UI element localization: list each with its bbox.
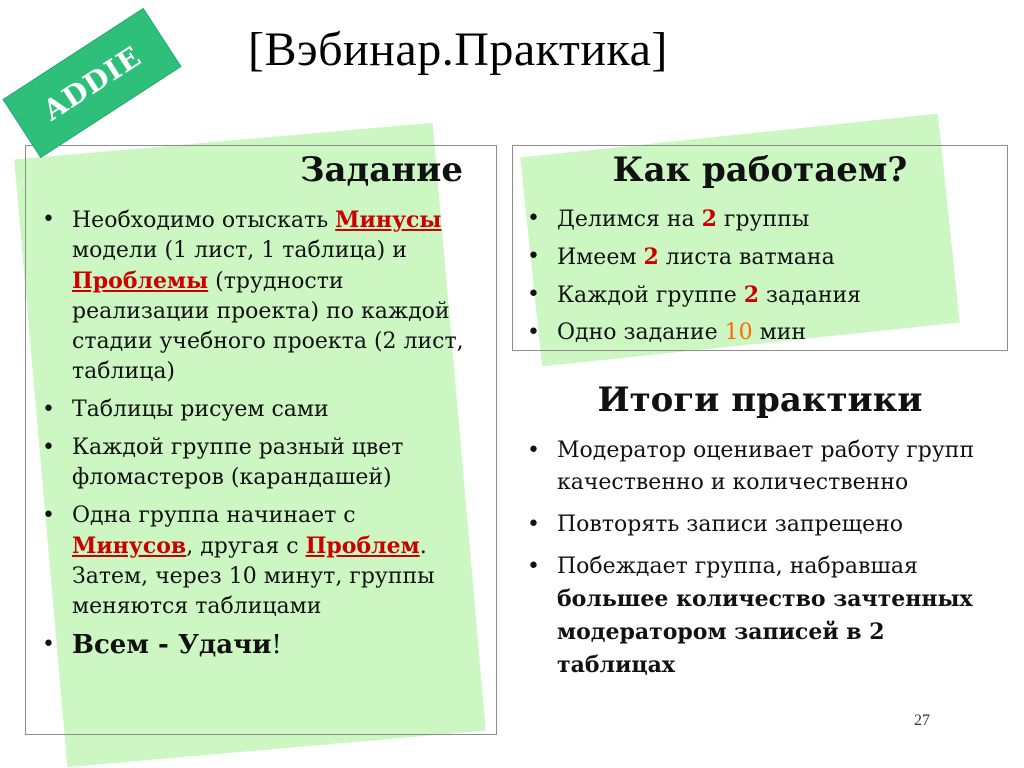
item-text: (трудности реализации проекта) по каждой стадии учебного проекта (2 лист, таблица) bbox=[72, 269, 464, 384]
results-list bbox=[515, 435, 985, 692]
item-text: задания bbox=[759, 283, 862, 308]
good-luck-text: Всем - Удачи bbox=[72, 630, 272, 660]
list-item bbox=[515, 280, 995, 311]
item-text: Имеем bbox=[557, 245, 644, 270]
highlight-number: 10 bbox=[724, 320, 753, 345]
results-heading: Итоги практики bbox=[597, 380, 923, 420]
list-item bbox=[30, 395, 470, 425]
keyword-minuses: Минусы bbox=[335, 207, 442, 233]
addie-badge-label: ADDIE bbox=[36, 39, 147, 127]
item-text: Делимся на bbox=[557, 207, 702, 232]
slide-number: 27 bbox=[914, 712, 930, 729]
keyword-minuses: Минусов bbox=[72, 533, 187, 559]
item-text: Каждой группе разный цвет фломастеров (карандашей) bbox=[72, 435, 404, 490]
list-item bbox=[515, 509, 985, 541]
addie-badge bbox=[2, 8, 181, 158]
how-we-work-heading: Как работаем? bbox=[612, 150, 908, 190]
item-text: Повторять записи запрещено bbox=[557, 512, 904, 537]
item-text: Таблицы рисуем сами bbox=[72, 397, 329, 422]
task-heading: Задание bbox=[300, 150, 463, 190]
item-text: Необходимо отыскать bbox=[72, 208, 336, 233]
item-text: . Затем, через 10 минут, группы меняются таблицами bbox=[72, 534, 435, 619]
item-text: ! bbox=[271, 630, 282, 660]
list-item bbox=[30, 501, 470, 622]
list-item bbox=[515, 551, 985, 682]
highlight-number: 2 bbox=[701, 206, 717, 232]
keyword-problems: Проблемы bbox=[72, 268, 209, 294]
list-item bbox=[515, 318, 995, 348]
item-text: Одна группа начинает с bbox=[72, 503, 356, 528]
list-item bbox=[30, 630, 470, 660]
list-item bbox=[515, 204, 995, 235]
item-text: группы bbox=[716, 207, 810, 232]
task-list bbox=[30, 205, 470, 668]
list-item bbox=[515, 242, 995, 273]
keyword-problems: Проблем bbox=[305, 533, 420, 559]
highlight-number: 2 bbox=[643, 244, 659, 270]
item-text: Побеждает группа, набравшая bbox=[557, 554, 918, 579]
item-text: Каждой группе bbox=[557, 283, 744, 308]
winning-criteria-text: большее количество зачтенных модератором записей в 2 таблицах bbox=[557, 586, 973, 678]
item-text: модели (1 лист, 1 таблица) и bbox=[72, 238, 407, 263]
list-item bbox=[515, 435, 985, 499]
slide-title: [Вэбинар.Практика] bbox=[248, 23, 668, 76]
item-text: Модератор оценивает работу групп качественно и количественно bbox=[557, 438, 975, 495]
item-text: листа ватмана bbox=[658, 245, 835, 270]
how-we-work-list bbox=[515, 204, 995, 355]
list-item bbox=[30, 433, 470, 493]
item-text: , другая с bbox=[186, 534, 306, 559]
item-text: Одно задание bbox=[557, 320, 725, 345]
highlight-number: 2 bbox=[743, 282, 760, 308]
list-item bbox=[30, 205, 470, 387]
item-text: мин bbox=[752, 320, 807, 345]
